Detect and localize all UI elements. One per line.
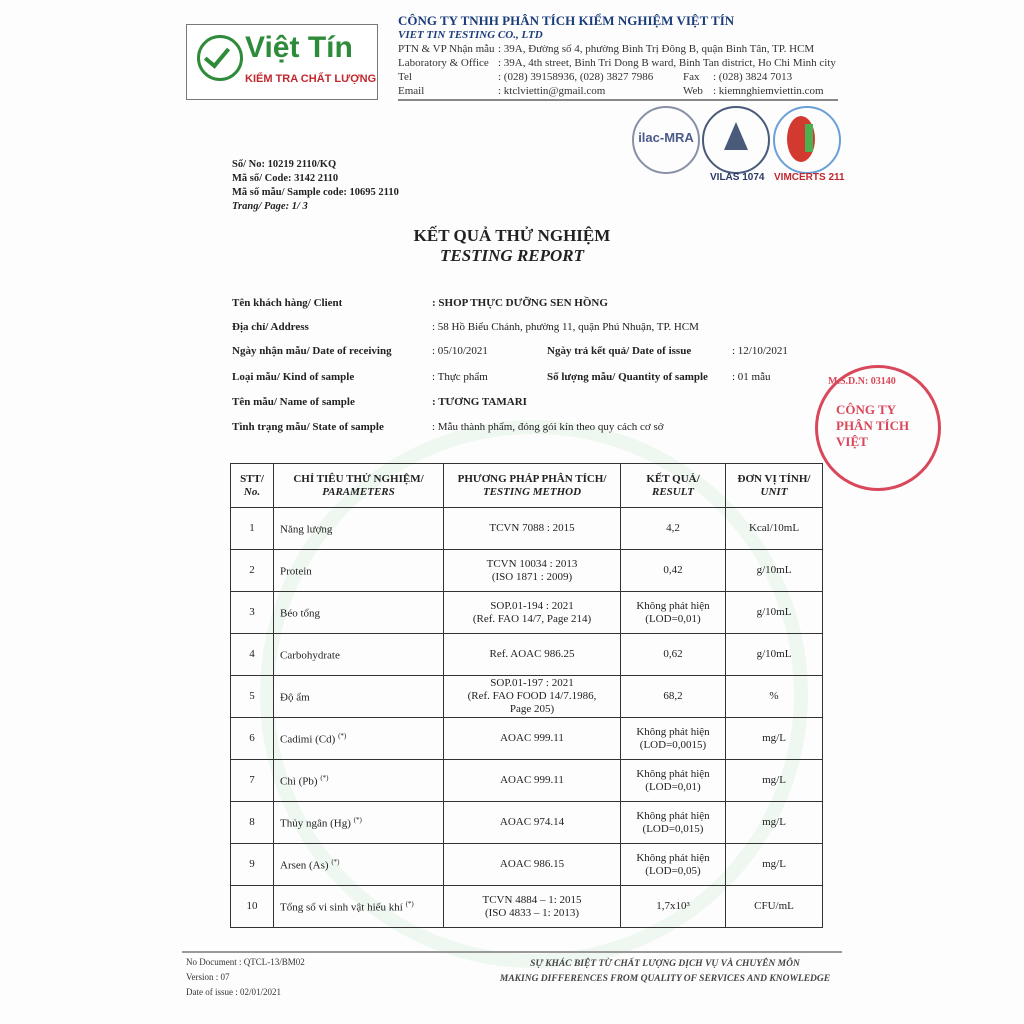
parameter: Protein: [280, 565, 312, 578]
header-en: TESTING METHOD: [482, 485, 582, 498]
vilas-label: VILAS 1074: [710, 172, 765, 183]
row-number: 8: [231, 802, 274, 844]
unit-cell: mg/L: [726, 760, 823, 802]
parameter-cell: [274, 592, 444, 634]
result-cell: [621, 634, 726, 676]
result-cell: [621, 718, 726, 760]
method-cell: [444, 718, 621, 760]
unit-cell: CFU/mL: [726, 886, 823, 928]
receiving-label: Ngày nhận mẫu/ Date of receiving: [232, 345, 392, 357]
slogan-vn: SỰ KHÁC BIỆT TỪ CHẤT LƯỢNG DỊCH VỤ VÀ CHUYÊN MÔN: [530, 959, 800, 969]
method-line: AOAC 999.11: [500, 732, 564, 744]
doc-number: No Document : QTCL-13/BM02: [186, 957, 305, 967]
issue-value: : 12/10/2021: [732, 345, 788, 357]
parameter-cell: [274, 760, 444, 802]
method-line: (ISO 1871 : 2009): [491, 570, 573, 583]
result-line: (LOD=0,05): [645, 864, 701, 877]
method-cell: [444, 508, 621, 550]
unit-cell: g/10mL: [726, 592, 823, 634]
result-cell: [621, 550, 726, 592]
address-value: : 58 Hồ Biểu Chánh, phường 11, quận Phú Nhuận, TP. HCM: [432, 321, 699, 333]
footer-doc-info: [186, 955, 305, 1000]
method-line: (Ref. FAO 14/7, Page 214): [472, 612, 592, 625]
accredited-mark: (*): [405, 900, 414, 909]
parameter: Chì (Pb): [280, 775, 318, 788]
result-cell: [621, 802, 726, 844]
doc-date: Date of issue : 02/01/2021: [186, 987, 281, 997]
check-icon: [197, 35, 243, 81]
state-value: : Mẫu thành phẩm, đóng gói kín theo quy cách cơ sở: [432, 421, 664, 433]
unit-cell: mg/L: [726, 718, 823, 760]
header-vn: CHỈ TIÊU THỬ NGHIỆM/: [293, 472, 424, 485]
result-line: Không phát hiện: [636, 809, 710, 822]
stamp-code: M.S.D.N: 03140: [828, 376, 896, 387]
header-divider: [398, 99, 838, 101]
result-cell: [621, 676, 726, 718]
method-line: AOAC 986.15: [499, 858, 565, 870]
row-number: 6: [231, 718, 274, 760]
table-row: [231, 634, 823, 676]
lab-vn-value: : 39A, Đường số 4, phường Bình Trị Đông B, quận Bình Tân, TP. HCM: [498, 43, 815, 55]
row-number: 10: [231, 886, 274, 928]
method-line: AOAC 974.14: [499, 816, 565, 828]
parameter-cell: [274, 886, 444, 928]
ilac-label: ilac-MRA: [638, 130, 694, 145]
result-line: (LOD=0,0015): [639, 738, 707, 751]
logo-subtitle: KIỂM TRA CHẤT LƯỢNG: [245, 73, 377, 85]
header-vn: KẾT QUẢ/: [646, 472, 700, 485]
sample-code: Mã số mẫu/ Sample code: 10695 2110: [232, 187, 399, 198]
parameter-cell: [274, 676, 444, 718]
doc-version: Version : 07: [186, 972, 230, 982]
table-header-row: [231, 464, 823, 508]
name-label: Tên mẫu/ Name of sample: [232, 396, 355, 408]
unit-cell: mg/L: [726, 802, 823, 844]
unit-cell: g/10mL: [726, 634, 823, 676]
results-table: [230, 463, 823, 928]
logo-brand: Việt Tín: [245, 31, 353, 64]
vimcerts-label: VIMCERTS 211: [774, 172, 845, 183]
accredited-mark: (*): [338, 732, 347, 741]
method-cell: [444, 802, 621, 844]
company-name-vn: CÔNG TY TNHH PHÂN TÍCH KIỂM NGHIỆM VIỆT TÍN: [398, 13, 735, 28]
column-header: [231, 464, 274, 508]
slogan-en: MAKING DIFFERENCES FROM QUALITY OF SERVICES AND KNOWLEDGE: [499, 974, 831, 984]
row-number: 7: [231, 760, 274, 802]
table-row: [231, 760, 823, 802]
table-row: [231, 886, 823, 928]
result-cell: [621, 760, 726, 802]
tel-label: Tel: [398, 71, 412, 83]
address-label: Địa chỉ/ Address: [232, 321, 309, 333]
title-en: TESTING REPORT: [439, 246, 585, 265]
parameter: Tổng số vi sinh vật hiếu khí: [280, 901, 403, 914]
result-cell: [621, 592, 726, 634]
table-row: [231, 844, 823, 886]
email-label: Email: [398, 85, 425, 97]
info-client: [232, 297, 608, 309]
result-line: Không phát hiện: [636, 599, 710, 612]
footer-divider: [182, 951, 842, 953]
company-stamp: [815, 365, 941, 491]
boa-vietnam-logo: [702, 106, 770, 174]
result-line: (LOD=0,01): [645, 612, 701, 625]
parameter-cell: [274, 718, 444, 760]
parameter-cell: [274, 634, 444, 676]
result-line: (LOD=0,015): [642, 822, 704, 835]
info-dates: [232, 345, 788, 357]
info-name: [232, 396, 527, 408]
method-cell: [444, 592, 621, 634]
result-cell: [621, 886, 726, 928]
method-line: Ref. AOAC 986.25: [489, 648, 575, 660]
report-title: [0, 226, 1024, 266]
column-header: [444, 464, 621, 508]
parameter: Carbohydrate: [280, 649, 340, 662]
result-cell: [621, 508, 726, 550]
client-value: : SHOP THỰC DƯỠNG SEN HỒNG: [432, 297, 608, 309]
title-vn: KẾT QUẢ THỬ NGHIỆM: [413, 226, 611, 245]
report-number: Số/ No: 10219 2110/KQ: [232, 159, 337, 170]
method-line: Page 205): [509, 703, 555, 715]
method-cell: [444, 760, 621, 802]
method-line: (ISO 4833 – 1: 2013): [484, 906, 580, 919]
footer-slogan: [470, 957, 860, 987]
parameter: Thủy ngân (Hg): [280, 817, 351, 830]
header-vn: ĐƠN VỊ TÍNH/: [737, 472, 811, 485]
state-label: Tình trạng mẫu/ State of sample: [232, 421, 384, 433]
method-line: TCVN 10034 : 2013: [486, 557, 578, 570]
fax-label: Fax: [683, 71, 700, 83]
row-number: 4: [231, 634, 274, 676]
accredited-mark: (*): [331, 858, 340, 867]
kind-label: Loại mẫu/ Kind of sample: [232, 371, 355, 383]
header-en: UNIT: [760, 485, 788, 498]
lab-en-value: : 39A, 4th street, Binh Tri Dong B ward, Binh Tan district, Ho Chi Minh city: [498, 57, 836, 69]
table-row: [231, 676, 823, 718]
unit-cell: %: [726, 676, 823, 718]
parameter-cell: [274, 844, 444, 886]
result-line: 0,42: [663, 564, 683, 576]
name-value: : TƯƠNG TAMARI: [432, 396, 527, 408]
web-value: : kiemnghiemviettin.com: [713, 85, 824, 97]
receiving-value: : 05/10/2021: [432, 345, 488, 357]
method-cell: [444, 844, 621, 886]
result-line: Không phát hiện: [636, 767, 710, 780]
result-line: (LOD=0,01): [645, 780, 701, 793]
email-value: : ktclviettin@gmail.com: [498, 85, 606, 97]
quantity-value: : 01 mẫu: [732, 371, 771, 383]
table-row: [231, 718, 823, 760]
header-en: No.: [243, 485, 261, 498]
method-line: AOAC 999.11: [500, 774, 564, 786]
parameter: Năng lượng: [280, 523, 333, 536]
web-label: Web: [683, 85, 703, 97]
header-vn: STT/: [240, 472, 264, 485]
header-en: PARAMETERS: [322, 485, 395, 498]
method-line: SOP.01-197 : 2021: [490, 677, 574, 689]
method-cell: [444, 550, 621, 592]
parameter-cell: [274, 802, 444, 844]
parameter: Độ ẩm: [280, 691, 310, 704]
parameter-cell: [274, 508, 444, 550]
parameter: Arsen (As): [280, 859, 329, 872]
result-line: 68,2: [663, 690, 683, 702]
method-line: TCVN 7088 : 2015: [489, 522, 575, 534]
ilac-mra-logo: [632, 106, 700, 174]
column-header: [621, 464, 726, 508]
client-label: Tên khách hàng/ Client: [232, 297, 343, 309]
company-name-en: VIET TIN TESTING CO., LTD: [398, 29, 543, 41]
kind-value: : Thực phẩm: [432, 371, 488, 383]
row-number: 9: [231, 844, 274, 886]
result-line: 1,7x10³: [656, 900, 690, 912]
page-number: Trang/ Page: 1/ 3: [232, 201, 308, 212]
header-en: RESULT: [652, 485, 694, 498]
header-vn: PHƯƠNG PHÁP PHÂN TÍCH/: [457, 472, 607, 485]
row-number: 1: [231, 508, 274, 550]
info-state: [232, 421, 664, 433]
table-row: [231, 592, 823, 634]
table-body: [231, 508, 823, 928]
info-kind: [232, 371, 771, 383]
method-line: SOP.01-194 : 2021: [490, 599, 574, 612]
lab-vn-label: PTN & VP Nhận mẫu: [398, 43, 495, 55]
table-row: [231, 550, 823, 592]
fax-value: : (028) 3824 7013: [713, 71, 793, 83]
report-meta: [232, 158, 399, 214]
result-line: 0,62: [663, 648, 683, 660]
tel-value: : (028) 39158936, (028) 3827 7986: [498, 71, 654, 83]
row-number: 2: [231, 550, 274, 592]
result-line: Không phát hiện: [636, 725, 710, 738]
table-row: [231, 802, 823, 844]
company-header: [398, 14, 836, 98]
result-line: 4,2: [666, 522, 680, 534]
method-cell: [444, 886, 621, 928]
table-row: [231, 508, 823, 550]
method-line: TCVN 4884 – 1: 2015: [482, 893, 582, 906]
accredited-mark: (*): [320, 774, 329, 783]
unit-cell: g/10mL: [726, 550, 823, 592]
row-number: 5: [231, 676, 274, 718]
parameter: Cadimi (Cd): [280, 733, 336, 746]
vimcerts-logo: [773, 106, 841, 174]
column-header: [726, 464, 823, 508]
quantity-label: Số lượng mẫu/ Quantity of sample: [547, 371, 708, 383]
parameter-cell: [274, 550, 444, 592]
column-header: [274, 464, 444, 508]
method-cell: [444, 676, 621, 718]
result-cell: [621, 844, 726, 886]
result-line: Không phát hiện: [636, 851, 710, 864]
info-address: [232, 321, 699, 333]
stamp-text: CÔNG TY PHÂN TÍCH VIỆT: [836, 402, 910, 449]
viet-tin-logo: [186, 24, 378, 100]
method-cell: [444, 634, 621, 676]
row-number: 3: [231, 592, 274, 634]
issue-label: Ngày trả kết quả/ Date of issue: [547, 345, 692, 357]
unit-cell: Kcal/10mL: [726, 508, 823, 550]
method-line: (Ref. FAO FOOD 14/7.1986,: [467, 690, 597, 702]
unit-cell: mg/L: [726, 844, 823, 886]
parameter: Béo tổng: [280, 607, 321, 620]
accredited-mark: (*): [353, 816, 362, 825]
lab-en-label: Laboratory & Office: [398, 57, 489, 69]
report-code: Mã số/ Code: 3142 2110: [232, 173, 339, 184]
